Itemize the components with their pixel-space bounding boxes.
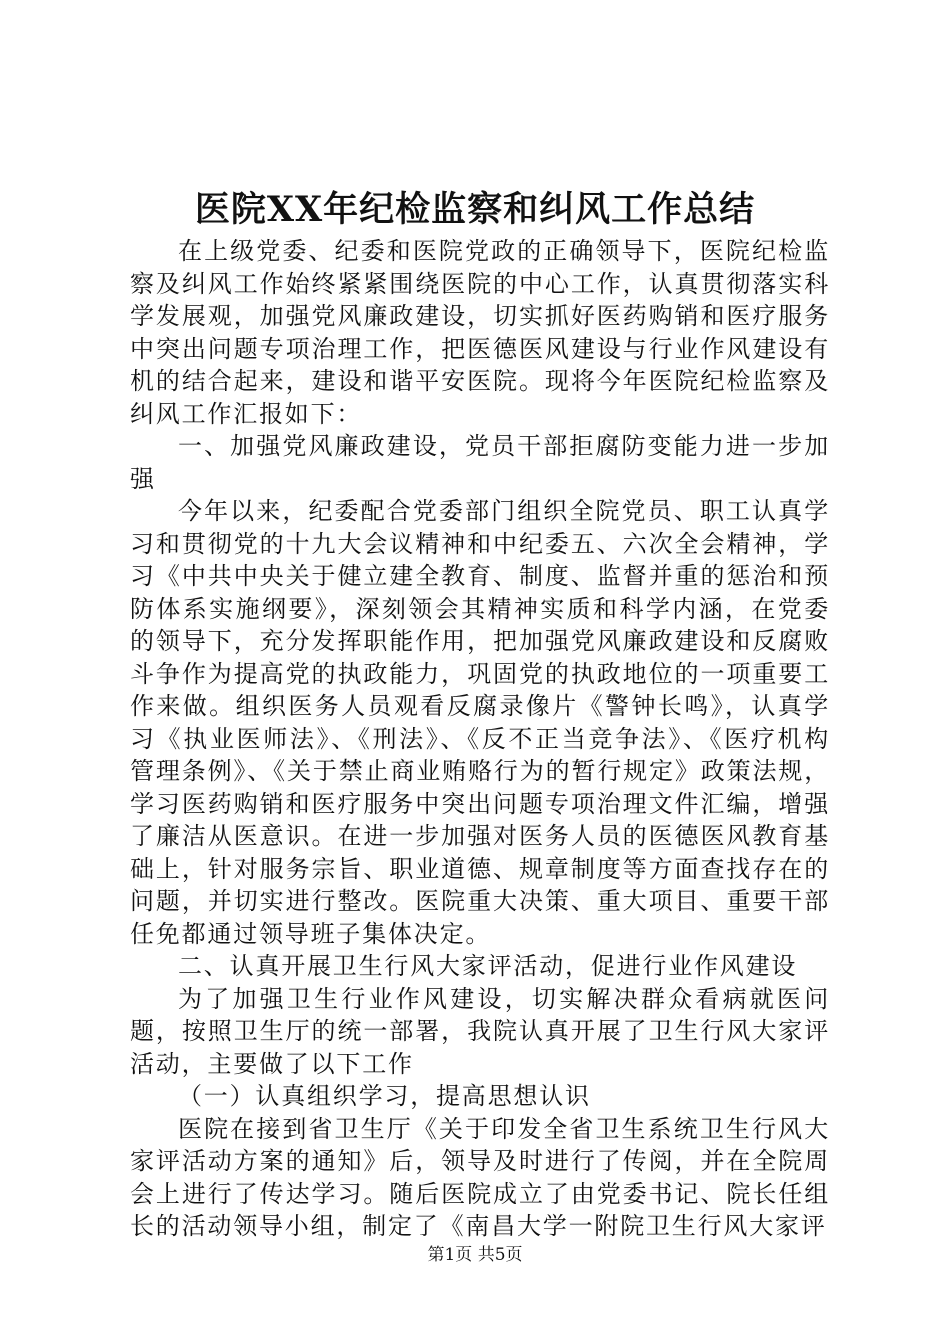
subsection-heading-1: （一）认真组织学习，提高思想认识: [178, 1082, 591, 1110]
paragraph-section-1: 今年以来，纪委配合党委部门组织全院党员、职工认真学习和贯彻党的十九大会议精神和中纪委五、六次全会精神，学习《中共中央关于健立建全教育、制度、监督并重的惩治和预防体系实施纲要》，深刻领会其精神实质和科学内涵，在党委的领导下，充分发挥职能作用，把加强党风廉政建设和反腐败斗争作为提高党的执政能力，巩固党的执政地位的一项重要工作来做。组织医务人员观看反腐录像片《警钟长鸣》，认真学习《执业医师法》、《刑法》、《反不正当竞争法》、《医疗机构管理条例》、《关于禁止商业贿赂行为的暂行规定》政策法规，学习医药购销和医疗服务中突出问题专项治理文件汇编，增强了廉洁从医意识。在进一步加强对医务人员的医德医风教育基础上，针对服务宗旨、职业道德、规章制度等方面查找存在的问题，并切实进行整改。医院重大决策、重大项目、重要干部任免都通过领导班子集体决定。: [130, 497, 830, 948]
paragraph-intro: 在上级党委、纪委和医院党政的正确领导下，医院纪检监察及纠风工作始终紧紧围绕医院的中心工作，认真贯彻落实科学发展观，加强党风廉政建设，切实抓好医药购销和医疗服务中突出问题专项治理工作，把医德医风建设与行业作风建设有机的结合起来，建设和谐平安医院。现将今年医院纪检监察及纠风工作汇报如下：: [130, 237, 830, 428]
paragraph-section-2: 为了加强卫生行业作风建设，切实解决群众看病就医问题，按照卫生厅的统一部署，我院认真开展了卫生行风大家评活动，主要做了以下工作: [130, 984, 830, 1078]
section-heading-2: 二、认真开展卫生行风大家评活动，促进行业作风建设: [178, 952, 798, 980]
page-number-footer: 第1页 共5页: [427, 1245, 523, 1265]
document-title: 医院XX年纪检监察和纠风工作总结: [194, 189, 756, 230]
document-body: [130, 235, 830, 1243]
paragraph-subsection-1: 医院在接到省卫生厅《关于印发全省卫生系统卫生行风大家评活动方案的通知》后，领导及时进行了传阅，并在全院周会上进行了传达学习。随后医院成立了由党委书记、院长任组长的活动领导小组，制定了《南昌大学一附院卫生行风大家评: [130, 1114, 830, 1240]
section-heading-1: 一、加强党风廉政建设，党员干部拒腐防变能力进一步加强: [130, 432, 830, 493]
